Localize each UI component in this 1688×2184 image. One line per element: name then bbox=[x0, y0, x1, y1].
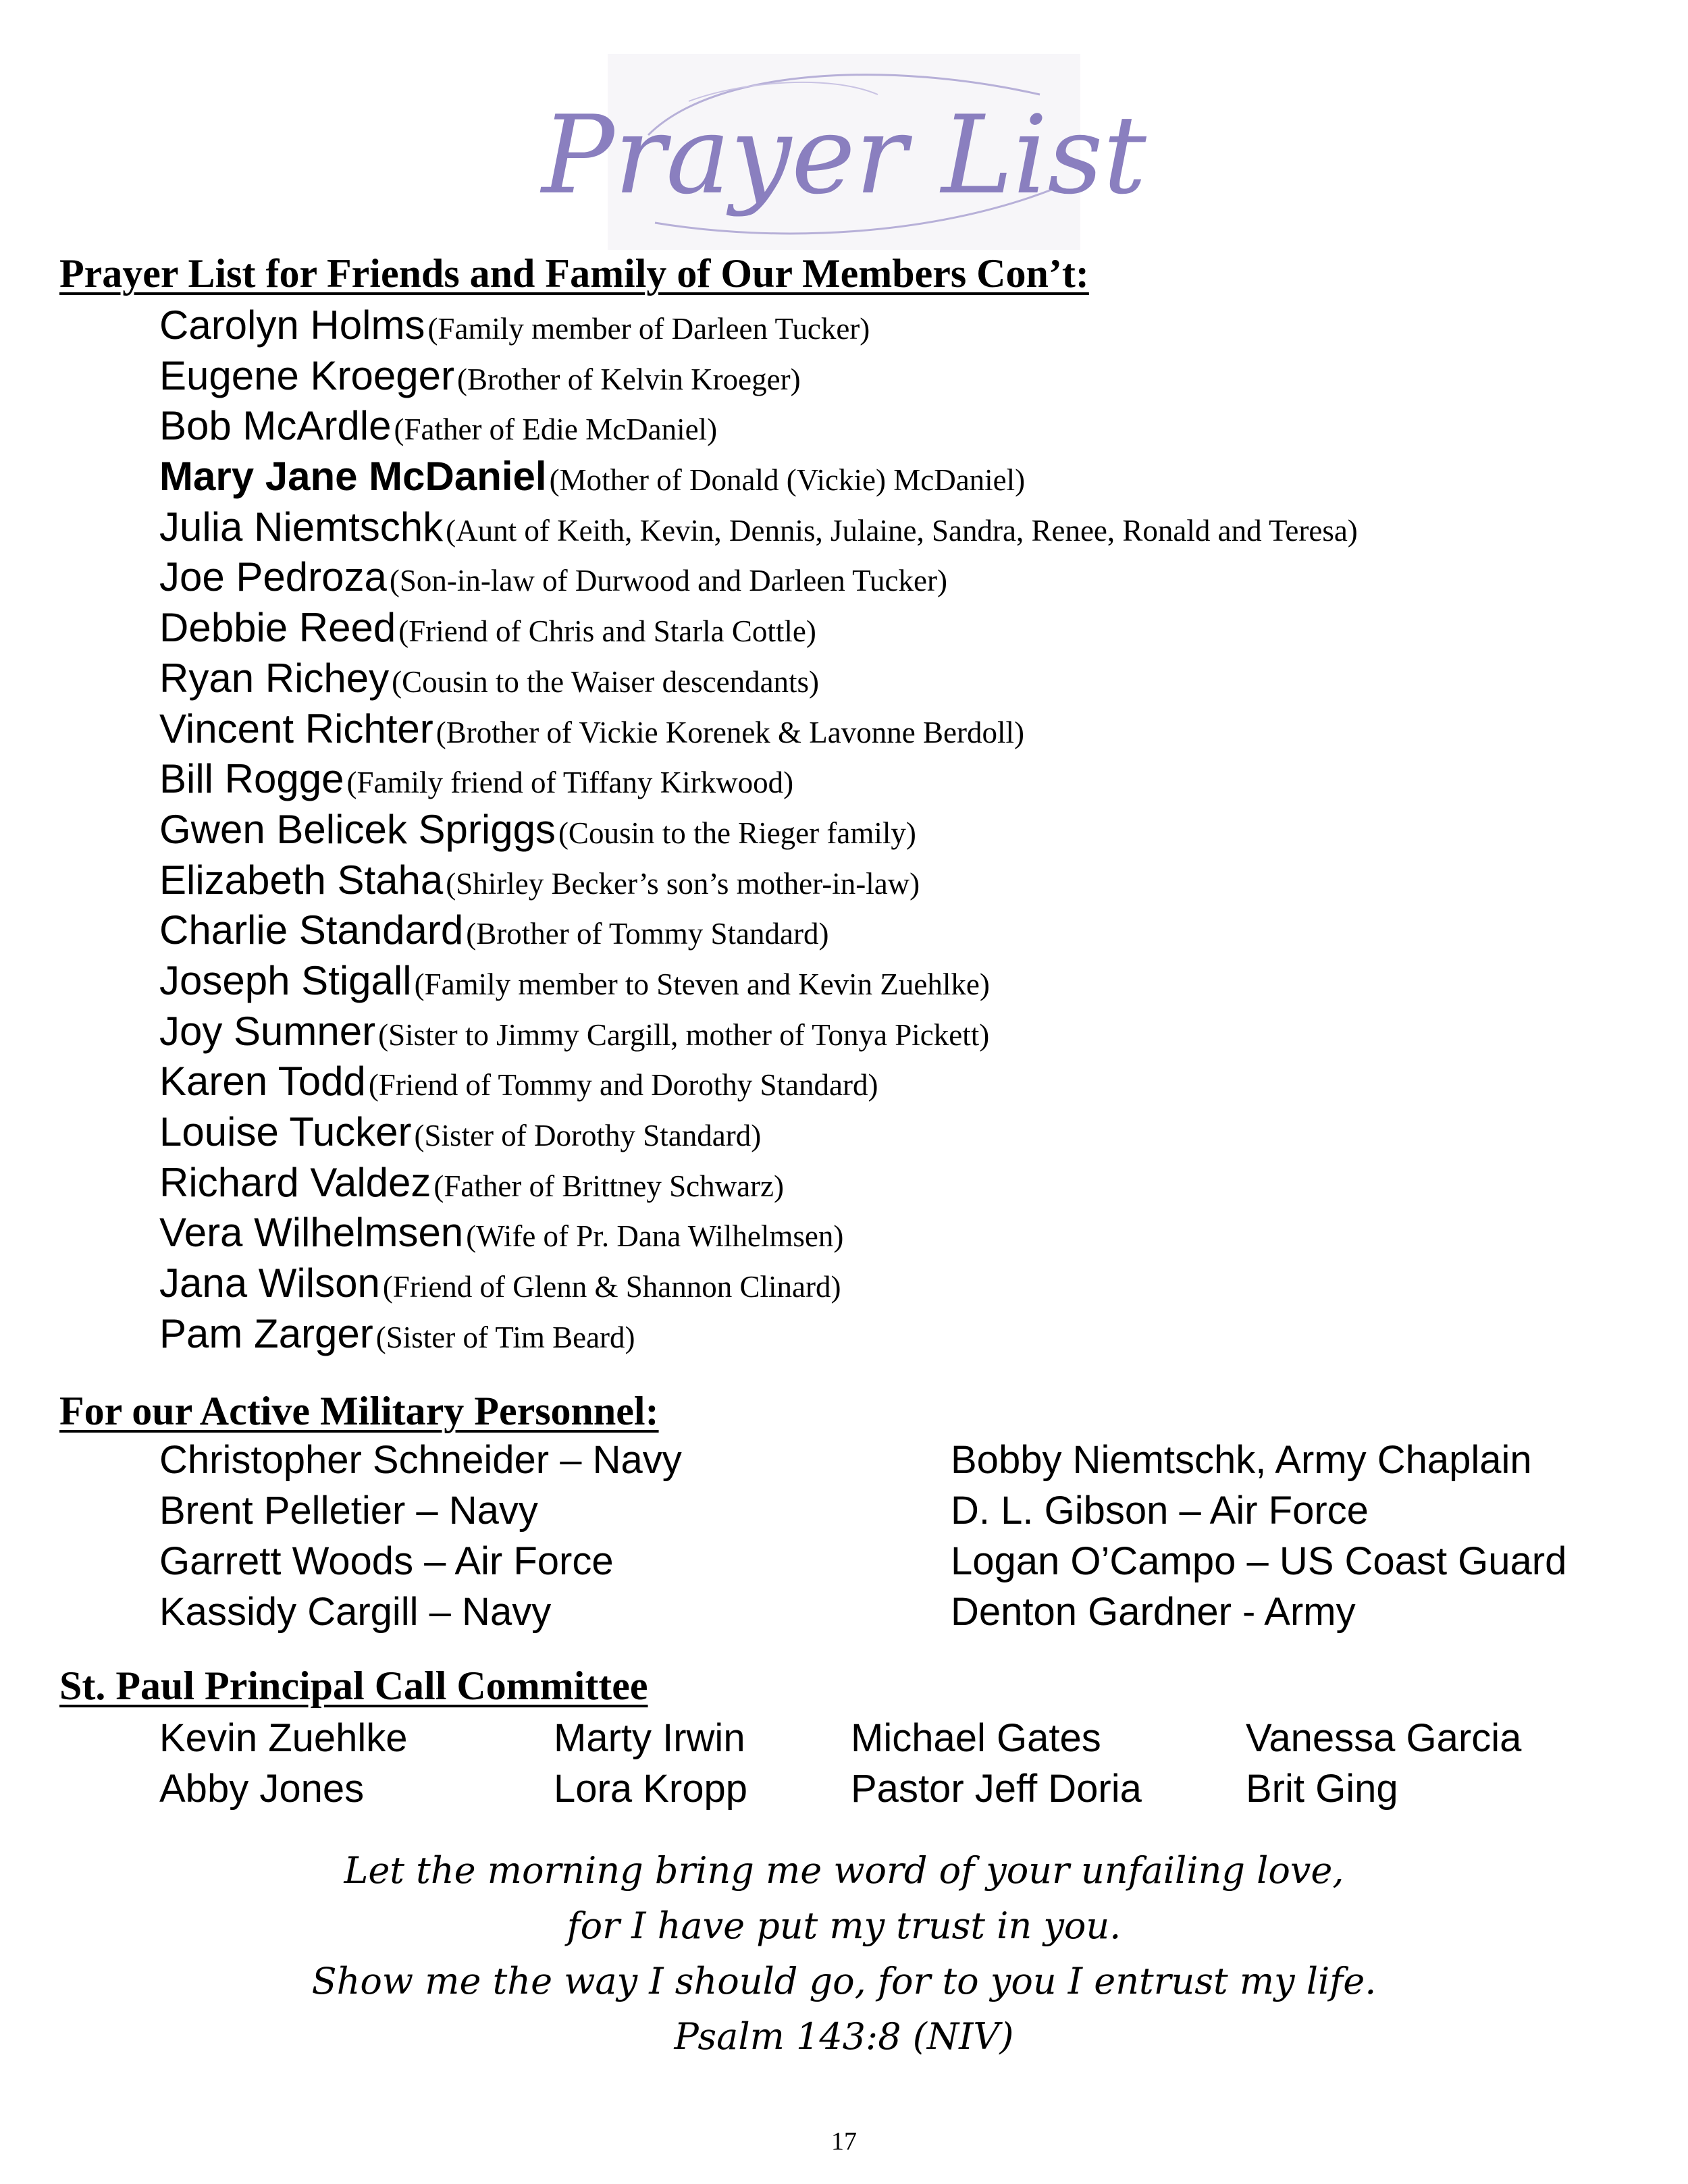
list-item: Mary Jane McDaniel (Mother of Donald (Vickie) McDaniel) bbox=[159, 454, 1026, 500]
list-item: Bob McArdle (Father of Edie McDaniel) bbox=[159, 403, 718, 449]
list-item: Carolyn Holms (Family member of Darleen Tucker) bbox=[159, 302, 870, 348]
list-item: Richard Valdez (Father of Brittney Schwarz) bbox=[159, 1159, 784, 1205]
list-item: Gwen Belicek Spriggs (Cousin to the Rieger family) bbox=[159, 806, 916, 852]
list-item: Kevin Zuehlke bbox=[159, 1716, 408, 1760]
list-item: Julia Niemtschk (Aunt of Keith, Kevin, Dennis, Julaine, Sandra, Renee, Ronald and Teresa) bbox=[159, 504, 1358, 550]
list-item: Brent Pelletier – Navy bbox=[159, 1489, 538, 1533]
military-heading: For our Active Military Personnel: bbox=[59, 1389, 659, 1433]
list-item: Karen Todd (Friend of Tommy and Dorothy Standard) bbox=[159, 1059, 878, 1104]
list-item: Christopher Schneider – Navy bbox=[159, 1438, 682, 1482]
logo-text: Prayer List bbox=[542, 92, 1146, 218]
list-item: Lora Kropp bbox=[554, 1767, 747, 1811]
committee-column bbox=[159, 1713, 408, 1814]
list-item: Garrett Woods – Air Force bbox=[159, 1539, 614, 1583]
list-item: Louise Tucker (Sister of Dorothy Standard) bbox=[159, 1109, 762, 1154]
committee-column bbox=[1246, 1713, 1521, 1814]
list-item: Bill Rogge (Family friend of Tiffany Kirkwood) bbox=[159, 756, 794, 802]
verse-line: Show me the way I should go, for to you I entrust my life. bbox=[311, 1960, 1377, 2002]
list-item: Kassidy Cargill – Navy bbox=[159, 1590, 552, 1634]
list-item: Marty Irwin bbox=[554, 1716, 745, 1760]
list-item: Debbie Reed (Friend of Chris and Starla Cottle) bbox=[159, 605, 816, 651]
list-item: Vincent Richter (Brother of Vickie Korenek & Lavonne Berdoll) bbox=[159, 705, 1024, 751]
list-item: Denton Gardner - Army bbox=[951, 1590, 1356, 1634]
prayer-list-heading: Prayer List for Friends and Family of Our Members Con’t: bbox=[59, 251, 1089, 296]
list-item: Eugene Kroeger (Brother of Kelvin Kroeger) bbox=[159, 352, 801, 398]
list-item: Vanessa Garcia bbox=[1246, 1716, 1522, 1760]
page-number: 17 bbox=[831, 2127, 857, 2156]
list-item: Joe Pedroza (Son-in-law of Durwood and Darleen Tucker) bbox=[159, 554, 947, 600]
verse-line: for I have put my trust in you. bbox=[566, 1905, 1122, 1947]
verse-line: Let the morning bring me word of your unfailing love, bbox=[344, 1849, 1344, 1892]
list-item: Abby Jones bbox=[159, 1767, 365, 1811]
list-item: Jana Wilson (Friend of Glenn & Shannon Clinard) bbox=[159, 1260, 841, 1306]
list-item: Bobby Niemtschk, Army Chaplain bbox=[951, 1438, 1532, 1482]
list-item: Joseph Stigall (Family member to Steven and Kevin Zuehlke) bbox=[159, 957, 990, 1003]
list-item: Elizabeth Staha (Shirley Becker’s son’s mother-in-law) bbox=[159, 857, 920, 903]
list-item: Logan O’Campo – US Coast Guard bbox=[951, 1539, 1567, 1583]
committee-column bbox=[851, 1713, 1142, 1814]
bible-verse bbox=[0, 1843, 1688, 2065]
military-list-left bbox=[159, 1435, 682, 1637]
list-item: Ryan Richey (Cousin to the Waiser descendants) bbox=[159, 655, 820, 701]
list-item: Charlie Standard (Brother of Tommy Standard) bbox=[159, 907, 829, 953]
list-item: D. L. Gibson – Air Force bbox=[951, 1489, 1369, 1533]
prayer-list-logo bbox=[542, 54, 1146, 250]
list-item: Pam Zarger (Sister of Tim Beard) bbox=[159, 1310, 635, 1356]
list-item: Joy Sumner (Sister to Jimmy Cargill, mother of Tonya Pickett) bbox=[159, 1008, 990, 1054]
verse-reference: Psalm 143:8 (NIV) bbox=[674, 2015, 1014, 2058]
list-item: Pastor Jeff Doria bbox=[851, 1767, 1142, 1811]
list-item: Michael Gates bbox=[851, 1716, 1101, 1760]
prayer-list bbox=[159, 300, 1358, 1359]
committee-heading: St. Paul Principal Call Committee bbox=[59, 1663, 648, 1708]
committee-column bbox=[554, 1713, 747, 1814]
list-item: Brit Ging bbox=[1246, 1767, 1398, 1811]
military-list-right bbox=[951, 1435, 1566, 1637]
list-item: Vera Wilhelmsen (Wife of Pr. Dana Wilhelmsen) bbox=[159, 1210, 844, 1256]
